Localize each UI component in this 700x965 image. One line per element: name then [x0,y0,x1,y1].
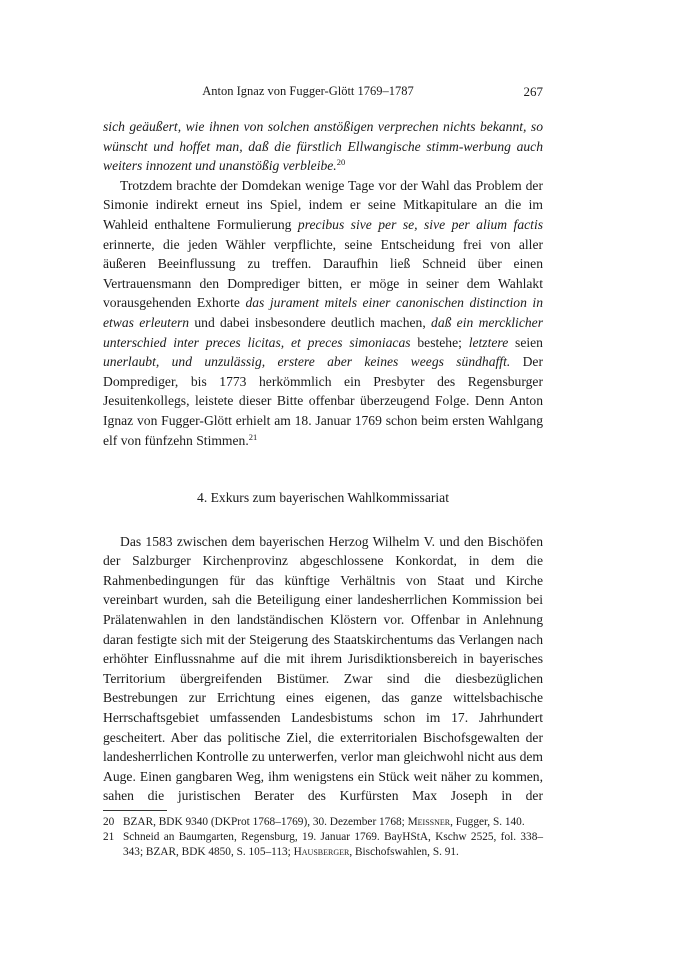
italic-run: precibus sive per se, sive per alium factis [297,216,544,232]
paragraph-quote-continuation [103,117,543,176]
footnote-ref-20[interactable]: 20 [336,157,346,168]
text-run: Trotzdem brachte der Domdekan wenige Tage vor der Wahl das Problem der Simonie indirekt erneut ins Spiel, indem er seine Mitkapitulare an die im Wahleid enthaltene Formulierung [103,177,543,232]
footnote-text: , Bischofswahlen, S. 91. [349,846,459,859]
page-header [103,84,543,104]
footnote-text: , Fugger, S. 140. [450,816,525,828]
page [103,84,543,861]
paragraph-simonie [103,176,543,450]
italic-run: letztere [468,334,509,350]
footnote-number: 20 [103,816,115,828]
running-title: Anton Ignaz von Fugger-Glött 1769–1787 [202,84,414,98]
footnote-divider [103,810,167,811]
text-run: bestehe; [410,334,469,350]
section-heading: 4. Exkurs zum bayerischen Wahlkommissariat [197,490,449,506]
italic-run: daß ein mercklicher unterschied inter preces licitas, et preces simoniacas [103,314,543,350]
italic-run: unerlaubt, und unzulässig, erstere aber keines weegs sündhafft. [103,354,511,370]
text-run: und dabei insbesondere deutlich machen, [189,314,432,330]
footnote-20 [103,815,543,830]
quote-text: sich geäußert, wie ihnen von solchen anstößigen verprechen nichts bekannt, so wünscht und hoffet man, daß die fürstlich Ellwangische stimm-werbung auch weiters innozent und unanstößig verbleibe. [103,119,543,174]
footnote-21 [103,830,543,860]
italic-run: das jurament mitels einer canonischen distinction in etwas erleutern [103,295,543,330]
footnotes [103,815,543,861]
paragraph-konkordat: Das 1583 zwischen dem bayerischen Herzog Wilhelm V. und den Bischöfen der Salzburger Kirchenprovinz abgeschlossene Konkordat, in dem die Rahmenbedingungen für das künftige Verhältnis von Staat und Kirche vereinbart wurden, sah die Beteiligung einer landesherrlichen Kommission bei Prälatenwahlen in den landständischen Klöstern vor. Offenbar in Anlehnung daran festigte sich mit der Steigerung des Staatskirchentums das Verlangen nach erhöhter Einflussnahme auf die mit ihrem Jurisdiktionsbereich in bayerisches Territorium übergreifenden Bistümer. Zwar sind die diesbezüglichen Bestrebungen zur Errichtung eines eigenen, das ganze wittelsbachische Herrschaftsgebiet umfassenden Landesbistums schon im 17. Jahrhundert gescheitert. Aber das politische Ziel, die exterritorialen Bischofsgewalten der landesherrlichen Kontrolle zu unterwerfen, verlor man gleichwohl nicht aus dem Auge. Einen gangbaren Weg, ihm wenigstens ein Stück weit näher zu kommen, sahen die juristischen Berater des Kurfürsten Max Joseph in der [103,533,543,804]
text-run: seien [508,334,543,350]
footnote-ref-21[interactable]: 21 [248,431,258,442]
author-name: Meissner [407,816,451,828]
text-run: erinnerte, die jeden Wähler verpflichte, seine Entscheidung frei von aller äußeren Beeinflussung zu treffen. Daraufhin ließ Schneid über einen Vertrauensmann den Domprediger bitten, er möge in seiner dem Wahlakt vorausgehenden Exhorte [103,236,543,311]
author-name: Hausberger [293,846,350,859]
body-text [103,117,543,806]
footnote-text: Schneid an Baumgarten, Regensburg, 19. Januar 1769. BayHStA, Kschw 2525, fol. 338–343; BZAR, BDK 4850, S. 105–113; [123,831,543,859]
footnote-text: BZAR, BDK 9340 (DKProt 1768–1769), 30. Dezember 1768; [123,816,408,828]
text-run: Der Domprediger, bis 1773 herkömmlich ein Presbyter des Regensburger Jesuitenkollegs, leistete dieser Bitte offenbar überzeugend Folge. Denn Anton Ignaz von Fugger-Glött erhielt am 18. Januar 1769 schon beim ersten Wahlgang elf von fünfzehn Stimmen. [103,354,543,448]
page-number: 267 [523,84,543,99]
footnote-number: 21 [103,831,115,844]
